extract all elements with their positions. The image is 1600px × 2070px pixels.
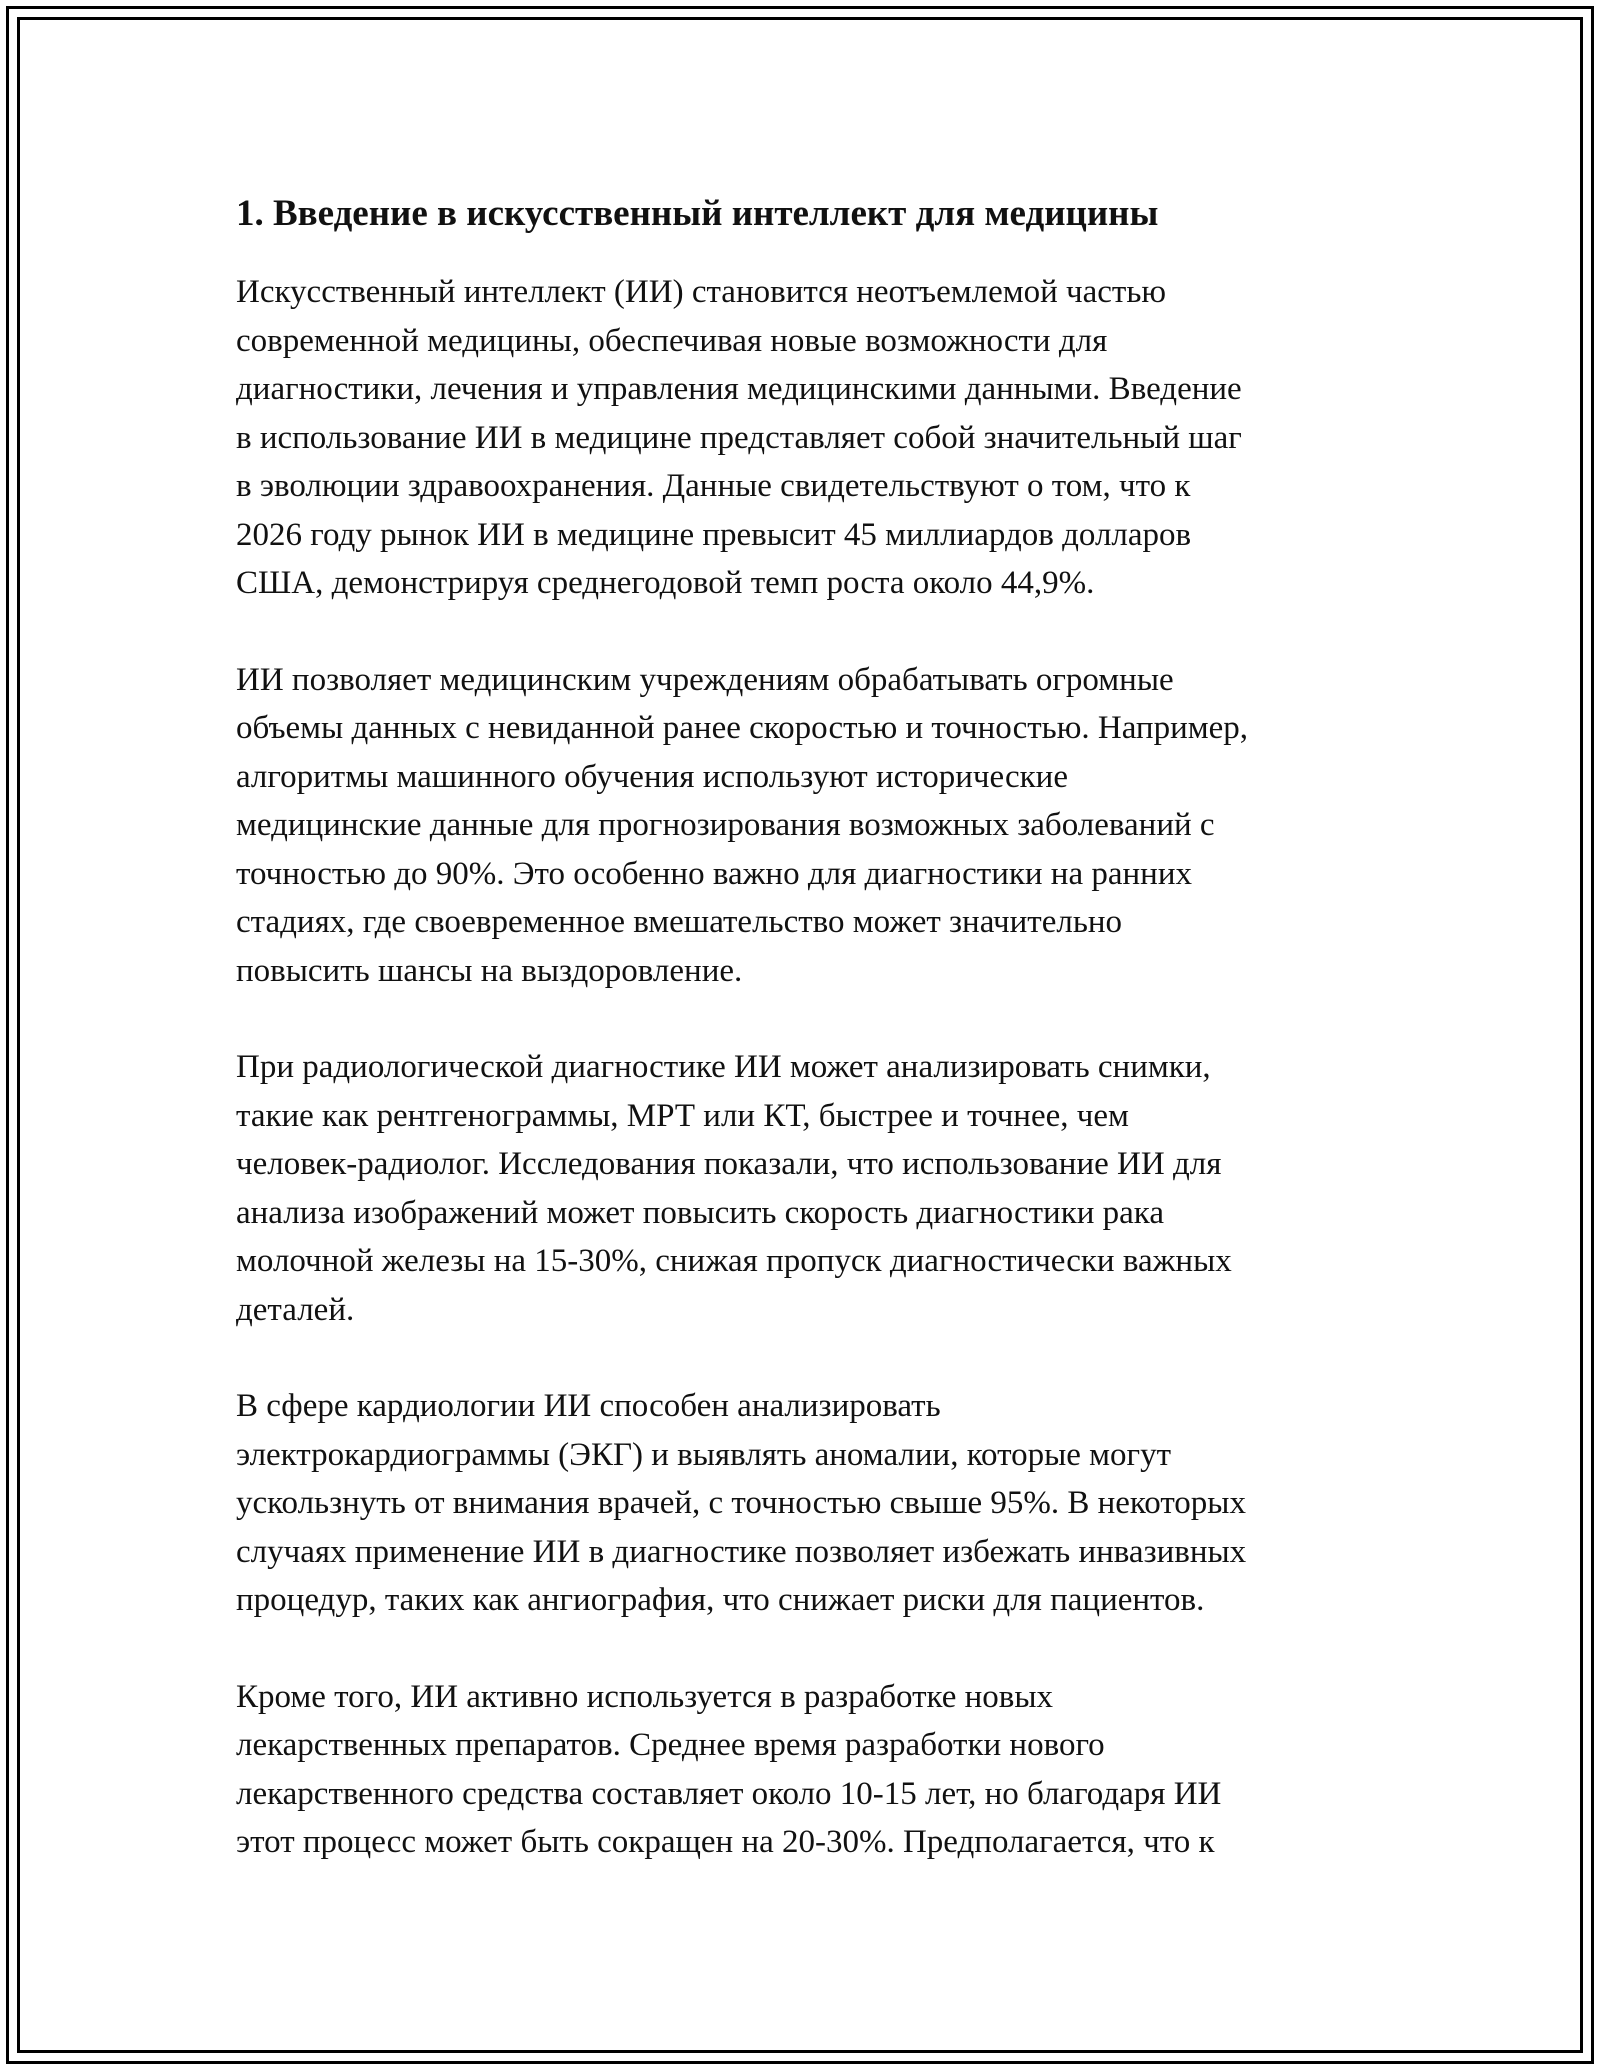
document-body [236,186,1376,1915]
paragraph-cardiology: В сфере кардиологии ИИ способен анализировать электрокардиограммы (ЭКГ) и выявлять аномалии, которые могут ускользнуть от внимания врачей, с точностью свыше 95%. В некоторых случаях применение ИИ в диагностике позволяет избежать инвазивных процедур, таких как ангиография, что снижает риски для пациентов. [236,1388,1247,1618]
paragraph-data-processing: ИИ позволяет медицинским учреждениям обрабатывать огромные объемы данных с невиданной ранее скоростью и точностью. Например, алгоритмы машинного обучения используют исторические медицинские данные для прогнозирования возможных заболеваний с точностью до 90%. Это особенно важно для диагностики на ранних стадиях, где своевременное вмешательство может значительно повысить шансы на выздоровление. [236,661,1249,989]
section-heading: 1. Введение в искусственный интеллект для медицины [236,193,1159,234]
paragraph-intro: Искусственный интеллект (ИИ) становится неотъемлемой частью современной медицины, обеспечивая новые возможности для диагностики, лечения и управления медицинскими данными. Введение в использование ИИ в медицине представляет собой значительный шаг в эволюции здравоохранения. Данные свидетельствуют о том, что к 2026 году рынок ИИ в медицине превысит 45 миллиардов долларов США, демонстрируя среднегодовой темп роста около 44,9%. [236,274,1242,601]
paragraph-radiology: При радиологической диагностике ИИ может анализировать снимки, такие как рентгенограммы, МРТ или КТ, быстрее и точнее, чем человек-радиолог. Исследования показали, что использование ИИ для анализа изображений может повысить скорость диагностики рака молочной железы на 15-30%, снижая пропуск диагностически важных деталей. [236,1049,1232,1328]
paragraph-drug-development: Кроме того, ИИ активно используется в разработке новых лекарственных препаратов. Среднее время разработки нового лекарственного средства составляет около 10-15 лет, но благодаря ИИ этот процесс может быть сокращен на 20-30%. Предполагается, что к [236,1678,1222,1860]
